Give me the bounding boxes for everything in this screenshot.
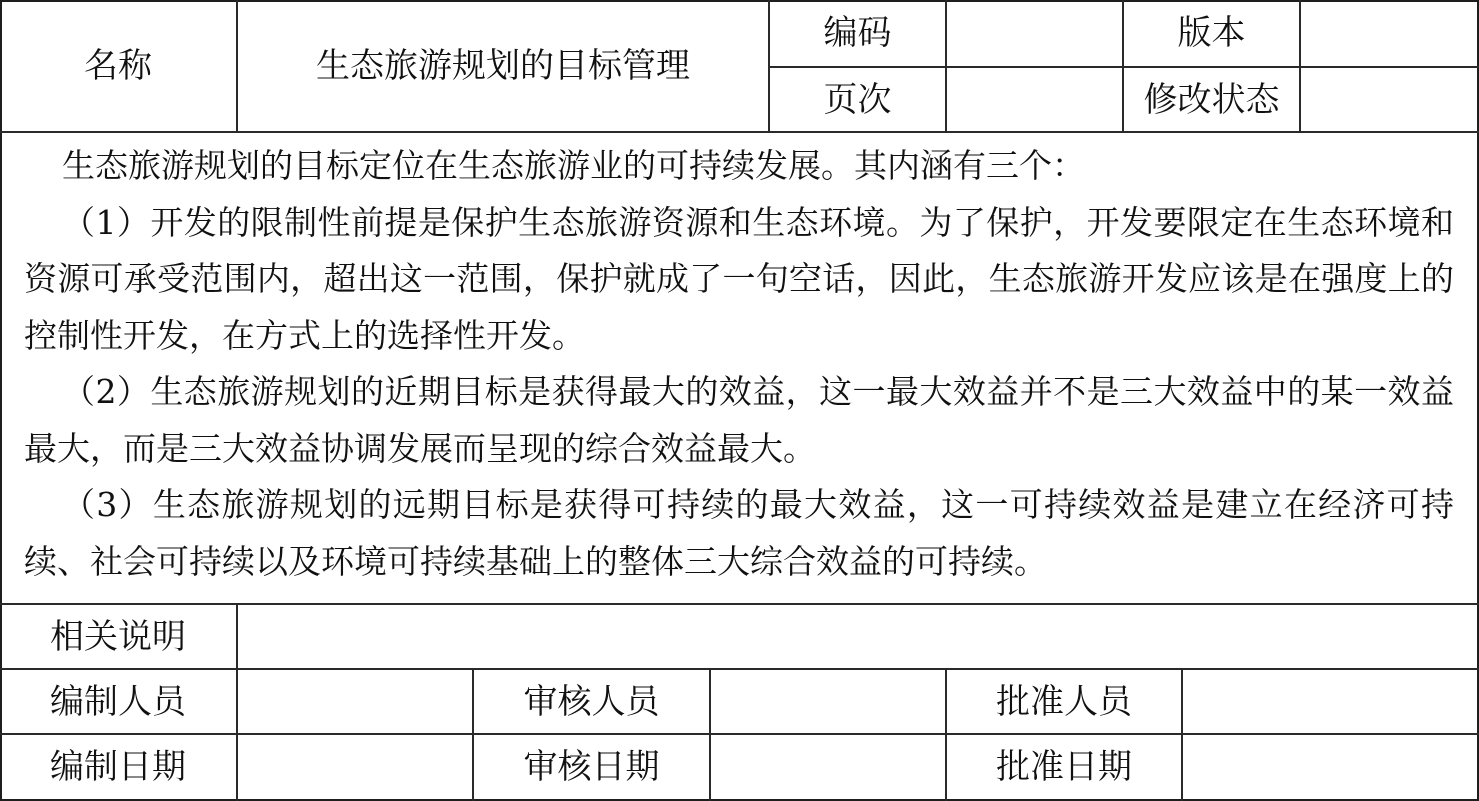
compiler-label: 编制人员	[50, 681, 186, 722]
page-label: 页次	[823, 79, 892, 120]
code-value	[947, 0, 1122, 66]
content-paragraph-2: （2）生态旅游规划的近期目标是获得最大的效益，这一最大效益并不是三大效益中的某一效益最大，而是三大效益协调发展而呈现的综合效益最大。	[24, 372, 1454, 468]
revision-value	[1301, 68, 1477, 131]
compile-date-value	[238, 735, 472, 799]
content-paragraph-1: （1）开发的限制性前提是保护生态旅游资源和生态环境。为了保护，开发要限定在生态环境和资源可承受范围内，超出这一范围，保护就成了一句空话，因此，生态旅游开发应该是在强度上的控制性开发，在方式上的选择性开发。	[24, 202, 1454, 355]
reviewer-label: 审核人员	[523, 681, 660, 722]
notes-value	[238, 605, 1477, 668]
name-label: 名称	[84, 46, 152, 86]
compile-date-label: 编制日期	[50, 747, 186, 787]
review-date-label: 审核日期	[523, 747, 660, 787]
review-date-value	[711, 735, 945, 799]
approver-value	[1183, 670, 1477, 733]
code-label: 编码	[823, 13, 892, 53]
version-value	[1301, 0, 1477, 66]
content-paragraph-3: （3）生态旅游规划的远期目标是获得可持续的最大效益，这一可持续效益是建立在经济可持续、社会可持续以及环境可持续基础上的整体三大综合效益的可持续。	[24, 485, 1454, 581]
content-body	[24, 138, 1454, 590]
notes-label: 相关说明	[50, 616, 186, 657]
compiler-value	[238, 670, 472, 733]
approve-date-label: 批准日期	[996, 747, 1132, 787]
revision-label: 修改状态	[1143, 79, 1280, 120]
reviewer-value	[711, 670, 945, 733]
version-label: 版本	[1177, 13, 1246, 53]
page-value	[947, 68, 1122, 131]
content-paragraph-intro: 生态旅游规划的目标定位在生态旅游业的可持续发展。其内涵有三个：	[62, 146, 1085, 185]
approve-date-value	[1183, 735, 1477, 799]
approver-label: 批准人员	[996, 681, 1132, 722]
name-value: 生态旅游规划的目标管理	[316, 46, 690, 86]
